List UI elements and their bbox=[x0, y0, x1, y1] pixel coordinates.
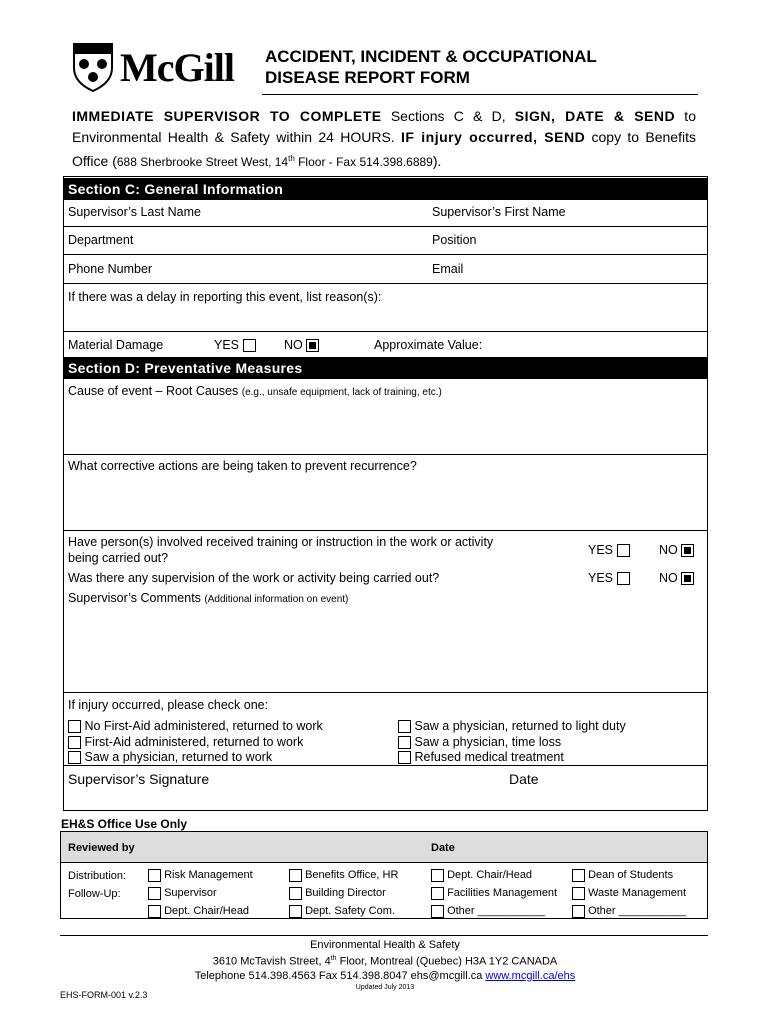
supervision-no-checkbox[interactable] bbox=[681, 572, 694, 585]
mcgill-crest-icon bbox=[72, 42, 114, 92]
main-form-box bbox=[63, 176, 708, 811]
office-option[interactable]: Other ___________ bbox=[572, 902, 686, 920]
office-row-labels: Distribution: Follow-Up: bbox=[68, 870, 127, 900]
supervisor-comments-label: Supervisor’s Comments (Additional information on event) bbox=[68, 591, 349, 605]
office-checkbox[interactable] bbox=[289, 869, 302, 882]
office-checkbox[interactable] bbox=[148, 869, 161, 882]
ehs-website-link[interactable]: www.mcgill.ca/ehs bbox=[485, 969, 576, 982]
office-option[interactable]: Dept. Chair/Head bbox=[148, 902, 253, 920]
office-checkbox[interactable] bbox=[148, 887, 161, 900]
reviewed-by-label: Reviewed by bbox=[68, 842, 135, 854]
injury-option[interactable]: Saw a physician, returned to work bbox=[68, 750, 323, 766]
office-checkbox[interactable] bbox=[431, 887, 444, 900]
corrective-actions-label: What corrective actions are being taken to prevent recurrence? bbox=[68, 459, 417, 473]
office-use-heading: EH&S Office Use Only bbox=[61, 817, 188, 831]
office-checkbox[interactable] bbox=[431, 905, 444, 918]
supervision-yes-checkbox[interactable] bbox=[617, 572, 630, 585]
logo-wordmark: McGill bbox=[120, 45, 234, 90]
office-checkbox[interactable] bbox=[289, 905, 302, 918]
training-no[interactable]: NO bbox=[659, 542, 694, 558]
position-label: Position bbox=[432, 233, 477, 247]
instructions: IMMEDIATE SUPERVISOR TO COMPLETE Sections C & D, SIGN, DATE & SEND to Environmental Health & Safety within 24 HOURS. IF injury occurred, SEND copy to Benefits Office (688 Sherbrooke Street West, 14th Floor - Fax 514.398.6889). bbox=[72, 108, 696, 169]
supervisor-first-name-label: Supervisor’s First Name bbox=[432, 205, 566, 219]
injury-option[interactable]: First-Aid administered, returned to work bbox=[68, 735, 323, 751]
root-cause-label: Cause of event – Root Causes (e.g., unsafe equipment, lack of training, etc.) bbox=[68, 384, 442, 398]
office-col-3 bbox=[431, 866, 557, 920]
form-title: ACCIDENT, INCIDENT & OCCUPATIONAL DISEASE REPORT FORM bbox=[265, 47, 597, 87]
approximate-value-label: Approximate Value: bbox=[374, 338, 483, 352]
office-option[interactable]: Facilities Management bbox=[431, 884, 557, 902]
office-option[interactable]: Dean of Students bbox=[572, 866, 686, 884]
supervisor-last-name-label: Supervisor’s Last Name bbox=[68, 205, 201, 219]
supervision-question: Was there any supervision of the work or activity being carried out? bbox=[68, 571, 440, 585]
office-option[interactable]: Other ___________ bbox=[431, 902, 557, 920]
office-checkbox[interactable] bbox=[289, 887, 302, 900]
office-option[interactable]: Supervisor bbox=[148, 884, 253, 902]
supervision-no[interactable]: NO bbox=[659, 570, 694, 586]
signature-label: Supervisor’s Signature bbox=[68, 771, 210, 787]
section-c-heading: Section C: General Information bbox=[64, 178, 708, 200]
injury-options-left bbox=[68, 719, 323, 766]
office-option[interactable]: Building Director bbox=[289, 884, 398, 902]
injury-option[interactable]: Saw a physician, returned to light duty bbox=[398, 719, 626, 735]
material-damage-label: Material Damage bbox=[68, 338, 164, 352]
training-yes[interactable]: YES bbox=[588, 542, 630, 558]
injury-checkbox[interactable] bbox=[398, 751, 411, 764]
injury-checkbox[interactable] bbox=[398, 736, 411, 749]
injury-options-right bbox=[398, 719, 626, 766]
training-question: Have person(s) involved received training or instruction in the work or activity being carried out? bbox=[68, 535, 494, 565]
office-checkbox[interactable] bbox=[148, 905, 161, 918]
injury-option[interactable]: Refused medical treatment bbox=[398, 750, 626, 766]
material-damage-no[interactable]: NO bbox=[284, 337, 319, 353]
form-id: EHS-FORM-001 v.2.3 bbox=[60, 990, 148, 1000]
title-divider bbox=[262, 94, 698, 95]
office-checkbox[interactable] bbox=[572, 887, 585, 900]
office-option[interactable]: Waste Management bbox=[572, 884, 686, 902]
office-checkbox[interactable] bbox=[572, 869, 585, 882]
office-option[interactable]: Dept. Chair/Head bbox=[431, 866, 557, 884]
training-yes-checkbox[interactable] bbox=[617, 544, 630, 557]
injury-checkbox[interactable] bbox=[68, 720, 81, 733]
office-option[interactable]: Benefits Office, HR bbox=[289, 866, 398, 884]
mcgill-logo bbox=[72, 42, 256, 94]
section-d-heading: Section D: Preventative Measures bbox=[64, 357, 708, 379]
injury-checkbox[interactable] bbox=[68, 736, 81, 749]
material-damage-no-checkbox[interactable] bbox=[306, 339, 319, 352]
office-checkbox[interactable] bbox=[572, 905, 585, 918]
date-label: Date bbox=[509, 771, 539, 787]
injury-heading: If injury occurred, please check one: bbox=[68, 698, 269, 712]
email-label: Email bbox=[432, 262, 464, 276]
injury-checkbox[interactable] bbox=[398, 720, 411, 733]
injury-option[interactable]: No First-Aid administered, returned to work bbox=[68, 719, 323, 735]
phone-label: Phone Number bbox=[68, 262, 153, 276]
office-option[interactable]: Dept. Safety Com. bbox=[289, 902, 398, 920]
office-col-4 bbox=[572, 866, 686, 920]
training-no-checkbox[interactable] bbox=[681, 544, 694, 557]
footer: Environmental Health & Safety 3610 McTavish Street, 4th Floor, Montreal (Quebec) H3A 1Y2 CANADA Telephone 514.398.4563 Fax 514.398.8047 ehs@mcgill.ca www.mcgill.ca/ehs Updated July 2013 bbox=[194, 939, 576, 991]
delay-reason-label: If there was a delay in reporting this event, list reason(s): bbox=[68, 290, 382, 304]
office-col-1 bbox=[148, 866, 253, 920]
material-damage-yes[interactable]: YES bbox=[214, 337, 256, 353]
office-option[interactable]: Risk Management bbox=[148, 866, 253, 884]
review-date-label: Date bbox=[431, 842, 455, 854]
material-damage-yes-checkbox[interactable] bbox=[243, 339, 256, 352]
office-col-2 bbox=[289, 866, 398, 920]
department-label: Department bbox=[68, 233, 134, 247]
supervision-yes[interactable]: YES bbox=[588, 570, 630, 586]
injury-option[interactable]: Saw a physician, time loss bbox=[398, 735, 626, 751]
injury-checkbox[interactable] bbox=[68, 751, 81, 764]
office-checkbox[interactable] bbox=[431, 869, 444, 882]
